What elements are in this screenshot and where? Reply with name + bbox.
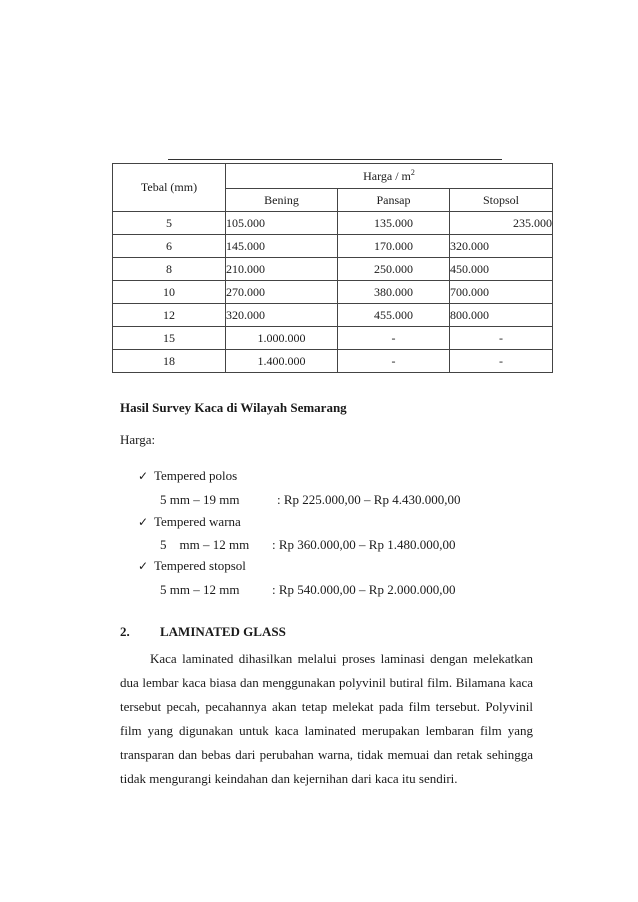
item-price: : Rp 360.000,00 – Rp 1.480.000,00	[272, 537, 456, 552]
table-row	[113, 258, 553, 281]
table-header-row	[113, 164, 553, 189]
header-tebal: Tebal (mm)	[113, 164, 226, 212]
cell-pansap: 250.000	[338, 258, 450, 281]
header-stopsol: Stopsol	[450, 189, 553, 212]
table-row	[113, 327, 553, 350]
cell-tebal: 15	[113, 327, 226, 350]
cell-bening: 270.000	[226, 281, 338, 304]
price-table	[112, 163, 553, 373]
item-size: 5 mm – 19 mm	[160, 492, 240, 507]
cell-stopsol: 235.000	[450, 212, 553, 235]
check-icon: ✓	[138, 515, 149, 529]
cell-tebal: 12	[113, 304, 226, 327]
cell-pansap: 170.000	[338, 235, 450, 258]
item-tempered-polos	[138, 468, 237, 484]
item-name: Tempered stopsol	[154, 558, 246, 573]
check-icon: ✓	[138, 469, 149, 483]
survey-title: Hasil Survey Kaca di Wilayah Semarang	[120, 400, 347, 415]
table-top-rule	[168, 159, 502, 160]
cell-stopsol: 700.000	[450, 281, 553, 304]
item-name: Tempered warna	[154, 514, 241, 529]
cell-bening: 210.000	[226, 258, 338, 281]
item-name: Tempered polos	[154, 468, 238, 483]
cell-stopsol: 320.000	[450, 235, 553, 258]
item-size: 5 mm – 12 mm	[160, 537, 250, 552]
cell-stopsol: 800.000	[450, 304, 553, 327]
check-icon: ✓	[138, 559, 149, 573]
cell-tebal: 6	[113, 235, 226, 258]
cell-tebal: 18	[113, 350, 226, 373]
cell-pansap: -	[338, 327, 450, 350]
cell-bening: 145.000	[226, 235, 338, 258]
header-harga-label: Harga / m	[363, 169, 411, 183]
item-price: : Rp 540.000,00 – Rp 2.000.000,00	[272, 582, 456, 597]
table-row	[113, 281, 553, 304]
cell-pansap: -	[338, 350, 450, 373]
cell-pansap: 380.000	[338, 281, 450, 304]
table-row	[113, 350, 553, 373]
cell-stopsol: -	[450, 350, 553, 373]
cell-tebal: 10	[113, 281, 226, 304]
cell-tebal: 5	[113, 212, 226, 235]
table-row	[113, 212, 553, 235]
cell-stopsol: -	[450, 327, 553, 350]
section-paragraph	[120, 647, 533, 791]
header-harga	[226, 164, 553, 189]
item-tempered-stopsol	[138, 558, 246, 574]
item-size: 5 mm – 12 mm	[160, 582, 240, 597]
cell-pansap: 455.000	[338, 304, 450, 327]
harga-label: Harga:	[120, 432, 156, 447]
header-pansap: Pansap	[338, 189, 450, 212]
cell-tebal: 8	[113, 258, 226, 281]
section-title: LAMINATED GLASS	[160, 624, 286, 639]
section-number: 2.	[120, 624, 130, 639]
cell-bening: 1.400.000	[226, 350, 338, 373]
cell-bening: 320.000	[226, 304, 338, 327]
cell-pansap: 135.000	[338, 212, 450, 235]
item-price: : Rp 225.000,00 – Rp 4.430.000,00	[277, 492, 461, 507]
cell-bening: 105.000	[226, 212, 338, 235]
table-row	[113, 304, 553, 327]
header-bening: Bening	[226, 189, 338, 212]
paragraph-text: Kaca laminated dihasilkan melalui proses laminasi dengan melekatkan dua lembar kaca biasa dan menggunakan polyvinil butiral film. Bilamana kaca tersebut pecah, pecahannya akan tetap melekat pada film tersebut. Polyvinil film yang digunakan untuk kaca laminated merupakan lembaran film yang transparan dan bebas dari perubahan warna, tidak memuai dan retak sehingga tidak mengurangi keindahan dan kejernihan dari kaca itu sendiri.	[120, 651, 533, 786]
cell-bening: 1.000.000	[226, 327, 338, 350]
cell-stopsol: 450.000	[450, 258, 553, 281]
table-row	[113, 235, 553, 258]
item-tempered-warna	[138, 514, 241, 530]
header-harga-sup: 2	[410, 168, 415, 177]
